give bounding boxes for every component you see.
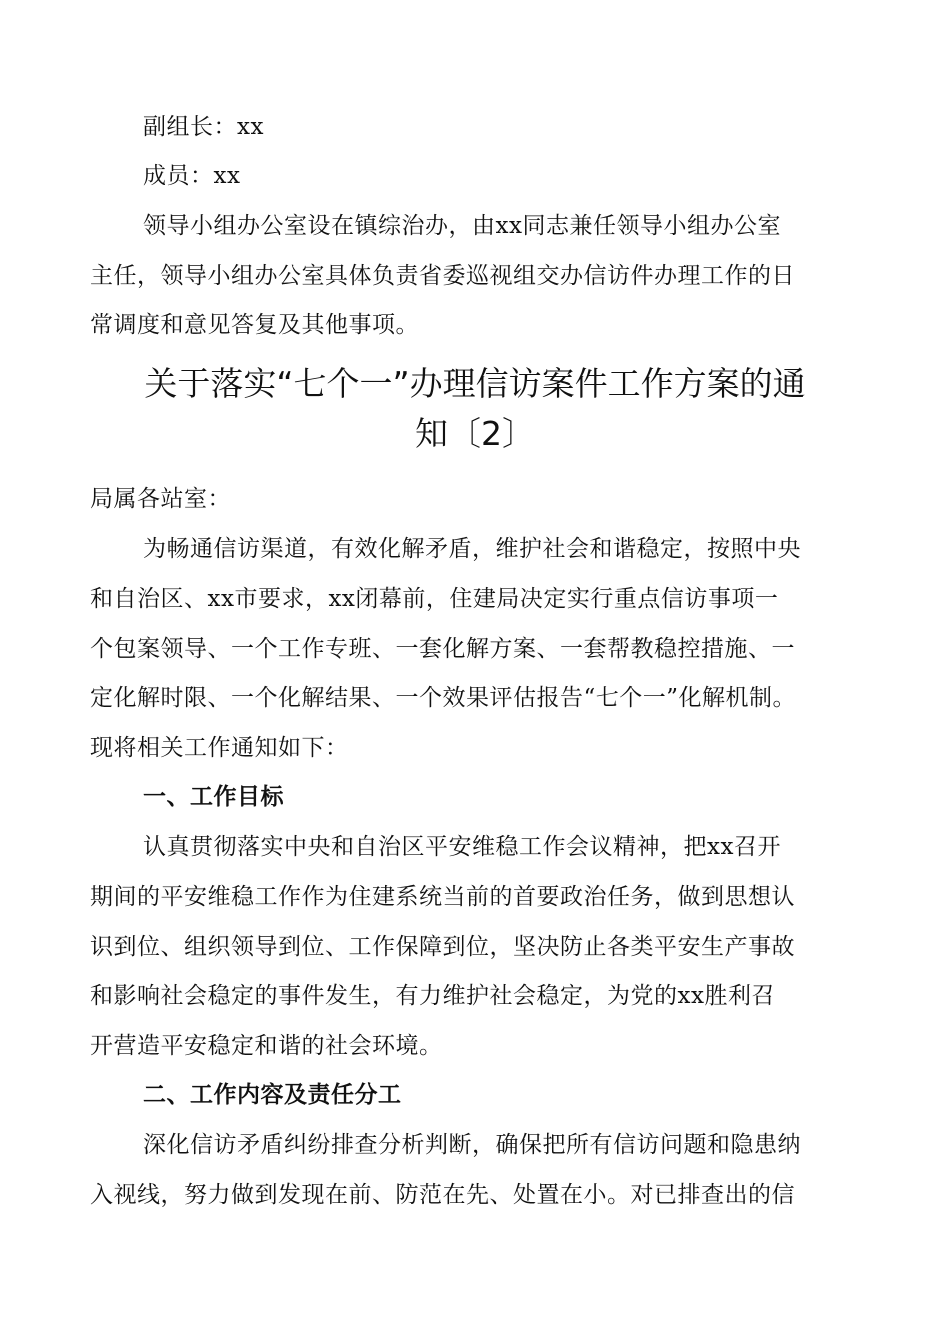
office-para-line: 领导小组办公室设在镇综治办，由xx同志兼任领导小组办公室: [143, 213, 781, 239]
opening-para-line: 和自治区、xx市要求，xx闭幕前，住建局决定实行重点信访事项一: [90, 586, 779, 612]
document-title-line2: 知〔2〕: [415, 414, 535, 453]
office-para-line: 主任，领导小组办公室具体负责省委巡视组交办信访件办理工作的日: [90, 263, 795, 289]
section1-para-line: 和影响社会稳定的事件发生，有力维护社会稳定，为党的xx胜利召: [90, 983, 775, 1009]
deputy-leader-line: 副组长：xx: [143, 114, 264, 140]
opening-para-line: 为畅通信访渠道，有效化解矛盾，维护社会和谐稳定，按照中央: [143, 536, 801, 562]
salutation: 局属各站室：: [90, 486, 231, 512]
section1-para-line: 认真贯彻落实中央和自治区平安维稳工作会议精神，把xx召开: [143, 834, 781, 860]
section1-para-line: 识到位、组织领导到位、工作保障到位，坚决防止各类平安生产事故: [90, 934, 795, 960]
section2-para-line: 入视线，努力做到发现在前、防范在先、处置在小。对已排查出的信: [90, 1182, 795, 1208]
section2-para-line: 深化信访矛盾纠纷排查分析判断，确保把所有信访问题和隐患纳: [143, 1132, 801, 1158]
opening-para-line: 现将相关工作通知如下：: [90, 735, 349, 761]
office-para-line: 常调度和意见答复及其他事项。: [90, 312, 419, 338]
section1-heading: 一、工作目标: [143, 784, 284, 810]
members-line: 成员：xx: [143, 163, 241, 189]
section1-para-line: 开营造平安稳定和谐的社会环境。: [90, 1033, 443, 1059]
document-title-line1: 关于落实“七个一”办理信访案件工作方案的通: [144, 364, 806, 403]
section1-para-line: 期间的平安维稳工作作为住建系统当前的首要政治任务，做到思想认: [90, 884, 795, 910]
section2-heading: 二、工作内容及责任分工: [143, 1082, 402, 1108]
opening-para-line: 定化解时限、一个化解结果、一个效果评估报告“七个一”化解机制。: [90, 685, 797, 711]
opening-para-line: 个包案领导、一个工作专班、一套化解方案、一套帮教稳控措施、一: [90, 636, 795, 662]
